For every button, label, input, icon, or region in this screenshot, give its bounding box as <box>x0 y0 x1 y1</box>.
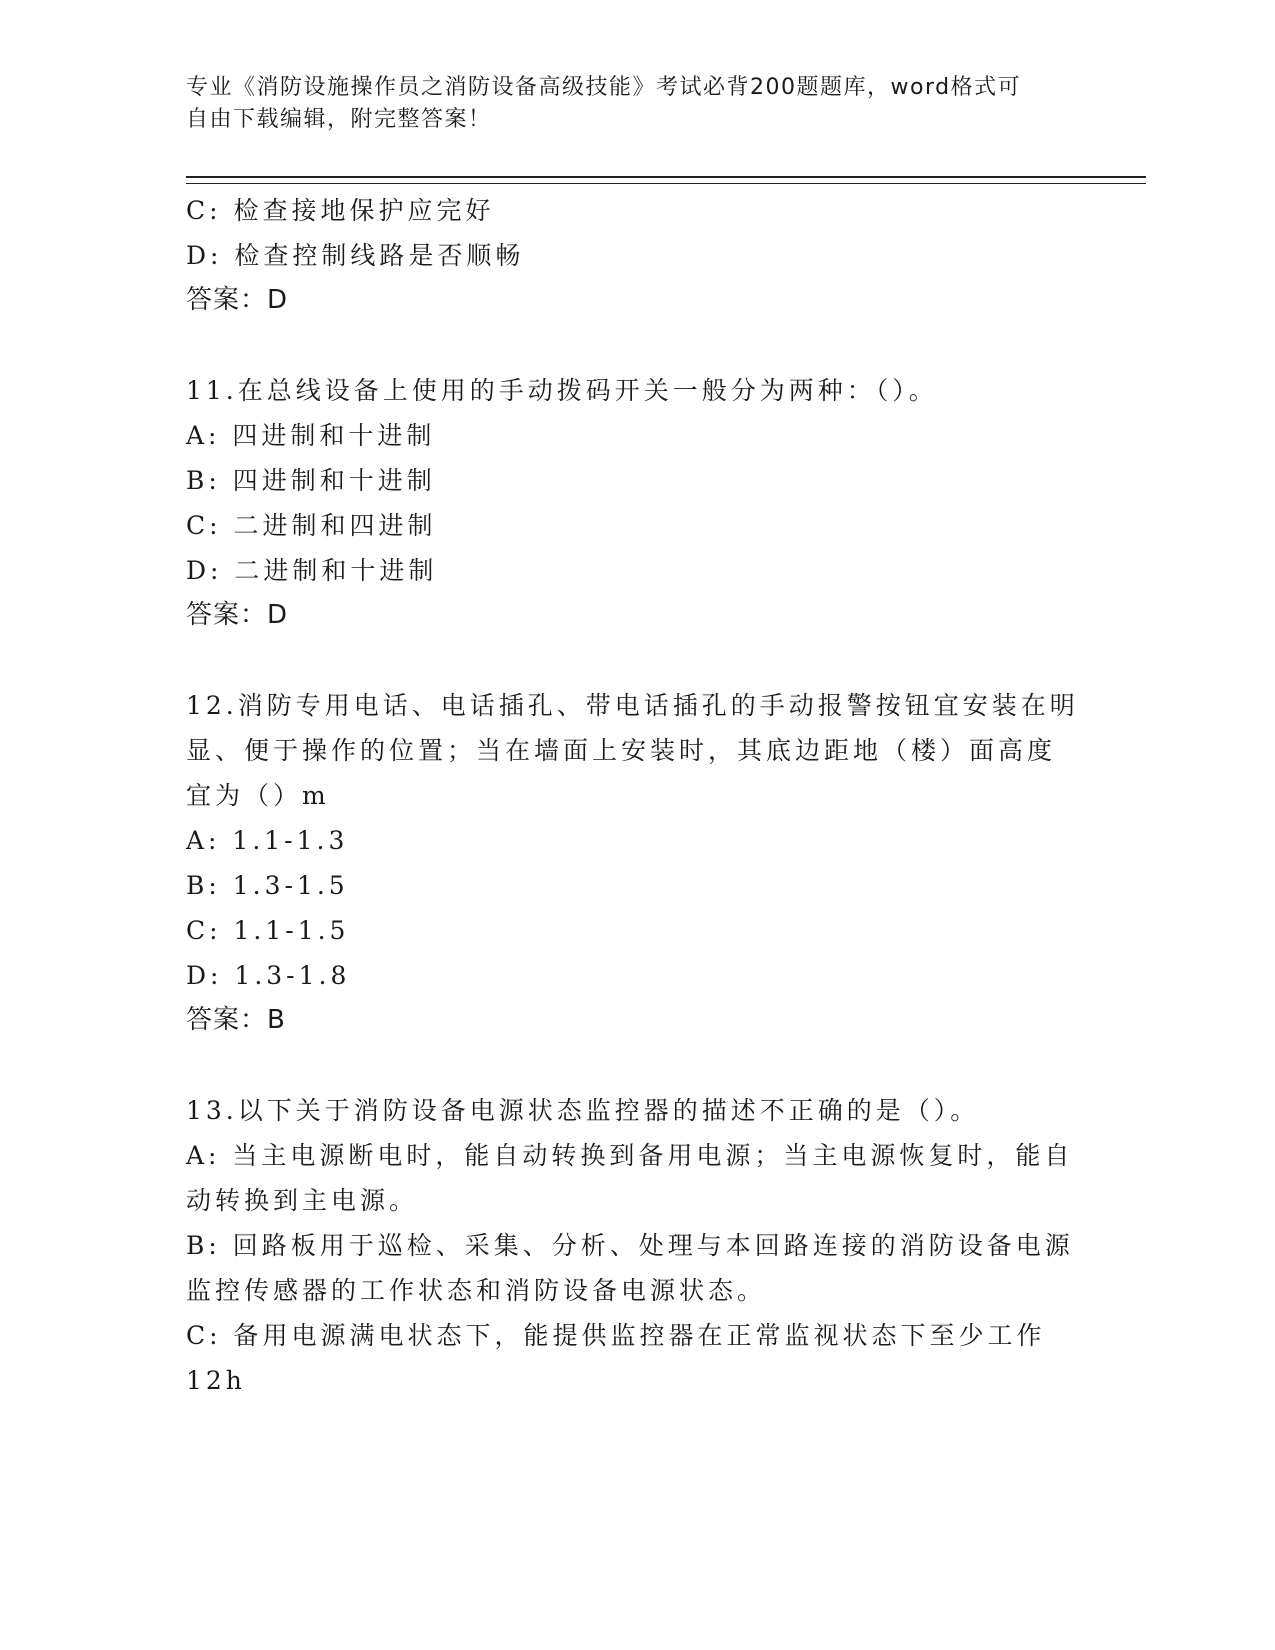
q12-question-line-3: 宜为（）m <box>186 781 330 810</box>
q12-question-line-2: 显、便于操作的位置；当在墙面上安装时，其底边距地（楼）面高度 <box>186 736 1057 765</box>
q10-option-c: C: 检查接地保护应完好 <box>186 196 495 225</box>
q13-option-b-line-1: B: 回路板用于巡检、采集、分析、处理与本回路连接的消防设备电源 <box>186 1231 1074 1260</box>
q13-option-c-line-1: C: 备用电源满电状态下，能提供监控器在正常监视状态下至少工作 <box>186 1321 1046 1350</box>
spacer <box>186 323 1086 368</box>
q13-option-a-line-2: 动转换到主电源。 <box>186 1186 419 1215</box>
q13-option-b-line-2: 监控传感器的工作状态和消防设备电源状态。 <box>186 1276 767 1305</box>
q11-option-b: B: 四进制和十进制 <box>186 466 436 495</box>
spacer <box>186 638 1086 683</box>
q13-question: 13.以下关于消防设备电源状态监控器的描述不正确的是（）。 <box>186 1096 980 1125</box>
q13-option-c-line-2: 12h <box>186 1366 246 1395</box>
q10-option-d: D: 检查控制线路是否顺畅 <box>186 241 525 270</box>
q13-option-a-line-1: A: 当主电源断电时，能自动转换到备用电源；当主电源恢复时，能自 <box>186 1141 1074 1170</box>
header-divider <box>186 176 1146 184</box>
q12-option-d: D: 1.3-1.8 <box>186 961 351 990</box>
q12-option-b: B: 1.3-1.5 <box>186 871 349 900</box>
q12-option-a: A: 1.1-1.3 <box>186 826 349 855</box>
q11-answer: 答案：D <box>186 600 289 630</box>
q11-option-d: D: 二进制和十进制 <box>186 556 438 585</box>
question-content <box>186 188 1086 1403</box>
q12-question-line-1: 12.消防专用电话、电话插孔、带电话插孔的手动报警按钮宜安装在明 <box>186 691 1079 720</box>
q11-option-a: A: 四进制和十进制 <box>186 421 436 450</box>
q10-answer: 答案：D <box>186 285 289 315</box>
q12-answer: 答案：B <box>186 1005 286 1035</box>
spacer <box>186 1043 1086 1088</box>
q11-option-c: C: 二进制和四进制 <box>186 511 437 540</box>
q12-option-c: C: 1.1-1.5 <box>186 916 350 945</box>
header-title-line-1: 专业《消防设施操作员之消防设备高级技能》考试必背200题题库，word格式可 <box>186 75 1022 100</box>
q11-question: 11.在总线设备上使用的手动拨码开关一般分为两种：（）。 <box>186 376 938 405</box>
page-header <box>186 72 1086 136</box>
header-title-line-2: 自由下载编辑，附完整答案！ <box>186 107 492 132</box>
